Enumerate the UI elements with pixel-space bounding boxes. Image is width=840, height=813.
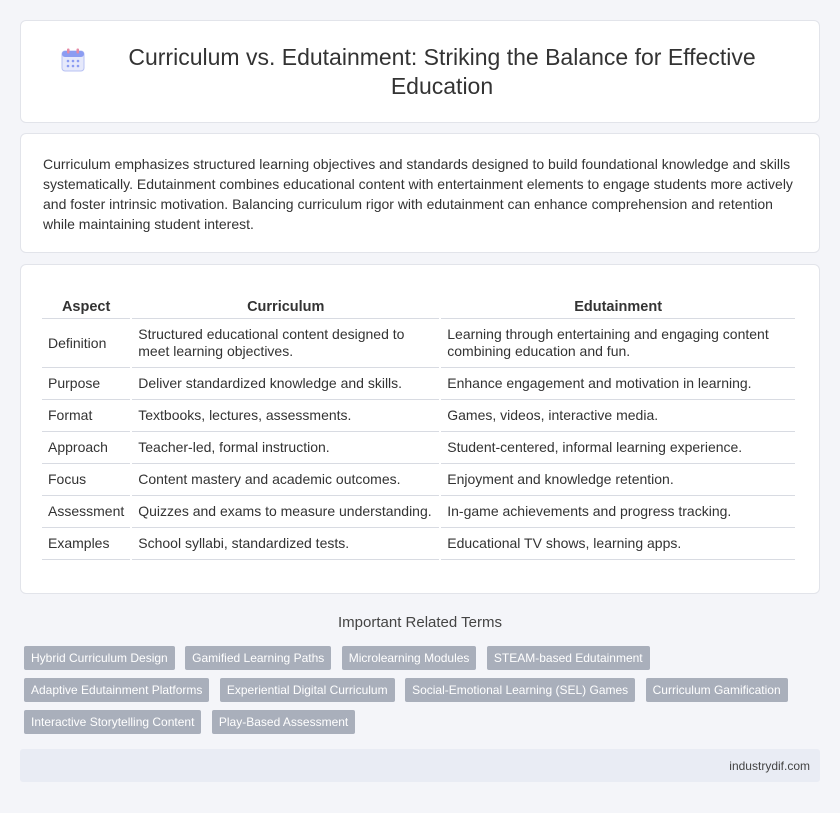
intro-paragraph: Curriculum emphasizes structured learning objectives and standards designed to build foundational knowledge and skills systematically. Edutainment combines educational content with entertainment elements to engage students more actively and foster intrinsic motivation. Balancing curriculum rigor with edutainment can enhance comprehension and retention while maintaining student interest. bbox=[43, 156, 793, 232]
header-edutainment: Edutainment bbox=[441, 293, 795, 319]
edutainment-cell: Enhance engagement and motivation in learning. bbox=[441, 368, 795, 400]
curriculum-cell: Structured educational content designed to meet learning objectives. bbox=[132, 319, 439, 368]
tag-adaptive-edutainment-platforms[interactable]: Adaptive Edutainment Platforms bbox=[24, 678, 209, 702]
comparison-card bbox=[20, 264, 820, 594]
curriculum-cell: Deliver standardized knowledge and skills. bbox=[132, 368, 439, 400]
tag-microlearning-modules[interactable]: Microlearning Modules bbox=[342, 646, 477, 670]
table-row bbox=[42, 496, 795, 528]
tag-hybrid-curriculum-design[interactable]: Hybrid Curriculum Design bbox=[24, 646, 175, 670]
aspect-cell: Focus bbox=[42, 464, 130, 496]
table-header-row bbox=[42, 293, 795, 319]
edutainment-cell: Educational TV shows, learning apps. bbox=[441, 528, 795, 560]
title-wrap bbox=[60, 43, 780, 101]
curriculum-cell: Quizzes and exams to measure understanding. bbox=[132, 496, 439, 528]
curriculum-cell: Content mastery and academic outcomes. bbox=[132, 464, 439, 496]
header-aspect: Aspect bbox=[42, 293, 130, 319]
intro-card bbox=[20, 133, 820, 253]
aspect-cell: Examples bbox=[42, 528, 130, 560]
table-row bbox=[42, 432, 795, 464]
tag-gamified-learning-paths[interactable]: Gamified Learning Paths bbox=[185, 646, 331, 670]
table-row bbox=[42, 464, 795, 496]
edutainment-cell: Games, videos, interactive media. bbox=[441, 400, 795, 432]
aspect-cell: Assessment bbox=[42, 496, 130, 528]
table-row bbox=[42, 528, 795, 560]
table-row bbox=[42, 400, 795, 432]
edutainment-cell: Enjoyment and knowledge retention. bbox=[441, 464, 795, 496]
curriculum-cell: School syllabi, standardized tests. bbox=[132, 528, 439, 560]
curriculum-cell: Textbooks, lectures, assessments. bbox=[132, 400, 439, 432]
footer-site-link[interactable]: industrydif.com bbox=[729, 759, 810, 773]
edutainment-cell: In-game achievements and progress tracking. bbox=[441, 496, 795, 528]
calendar-icon bbox=[60, 47, 86, 73]
aspect-cell: Format bbox=[42, 400, 130, 432]
footer bbox=[20, 749, 820, 782]
page-title: Curriculum vs. Edutainment: Striking the Balance for Effective Education bbox=[128, 43, 756, 99]
related-terms-heading: Important Related Terms bbox=[338, 614, 502, 631]
edutainment-cell: Learning through entertaining and engaging content combining education and fun. bbox=[441, 319, 795, 368]
related-terms-tags bbox=[24, 646, 814, 742]
tag-curriculum-gamification[interactable]: Curriculum Gamification bbox=[646, 678, 788, 702]
aspect-cell: Approach bbox=[42, 432, 130, 464]
aspect-cell: Definition bbox=[42, 319, 130, 368]
table-row bbox=[42, 319, 795, 368]
table-row bbox=[42, 368, 795, 400]
title-card bbox=[20, 20, 820, 123]
curriculum-cell: Teacher-led, formal instruction. bbox=[132, 432, 439, 464]
aspect-cell: Purpose bbox=[42, 368, 130, 400]
comparison-table bbox=[40, 293, 797, 560]
tag-sel-games[interactable]: Social-Emotional Learning (SEL) Games bbox=[405, 678, 635, 702]
tag-experiential-digital-curriculum[interactable]: Experiential Digital Curriculum bbox=[220, 678, 395, 702]
edutainment-cell: Student-centered, informal learning experience. bbox=[441, 432, 795, 464]
header-curriculum: Curriculum bbox=[132, 293, 439, 319]
tag-play-based-assessment[interactable]: Play-Based Assessment bbox=[212, 710, 355, 734]
tag-steam-based-edutainment[interactable]: STEAM-based Edutainment bbox=[487, 646, 650, 670]
tag-interactive-storytelling-content[interactable]: Interactive Storytelling Content bbox=[24, 710, 201, 734]
